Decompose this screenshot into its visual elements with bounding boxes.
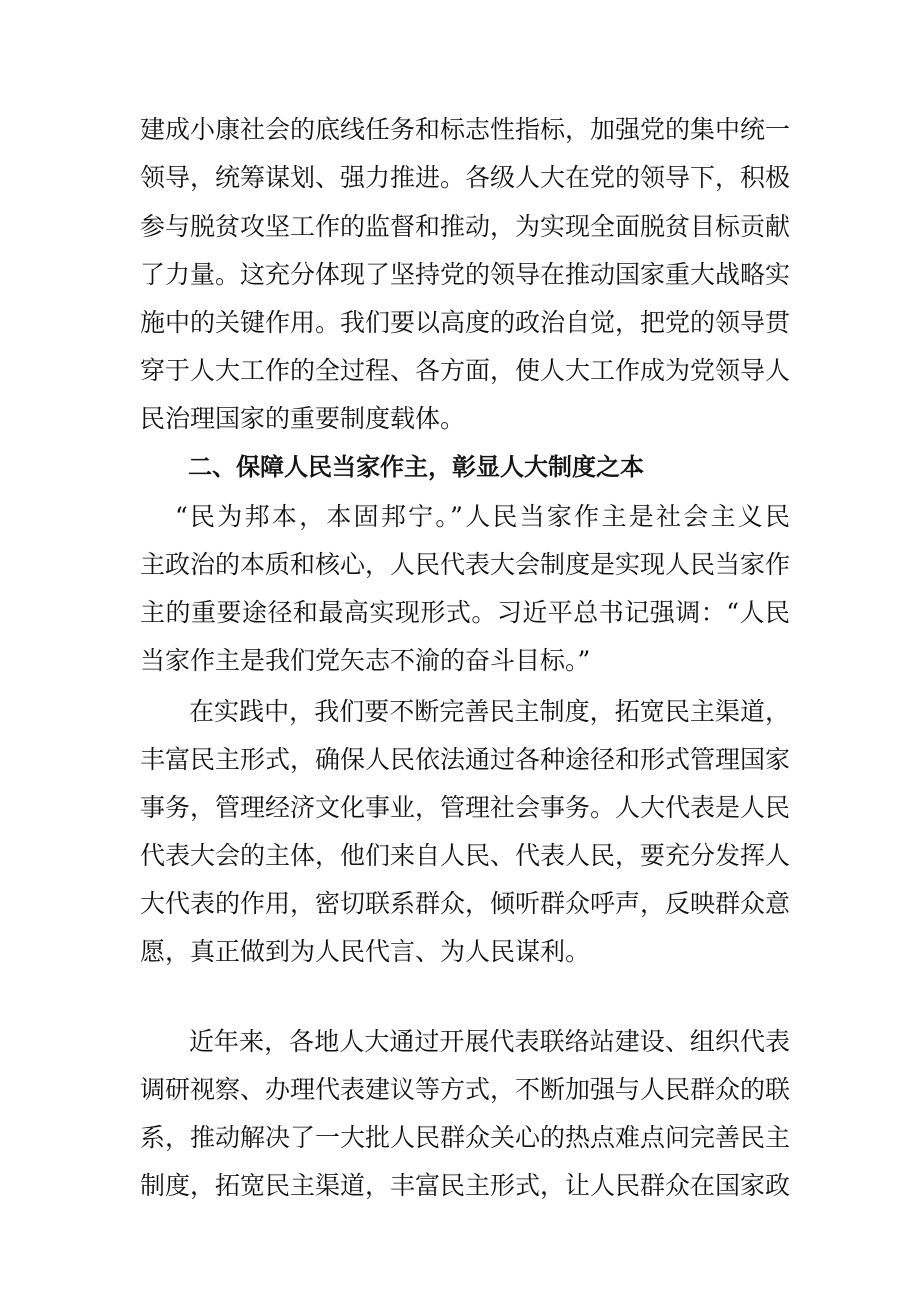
paragraph-line: 施中的关键作用。我们要以高度的政治自觉，把党的领导贯 [140, 308, 791, 337]
paragraph-line: 调研视察、办理代表建议等方式，不断加强与人民群众的联 [140, 1075, 791, 1104]
paragraph-line: 领导，统筹谋划、强力推进。各级人大在党的领导下，积极 [140, 163, 791, 192]
paragraph-line: 了力量。这充分体现了坚持党的领导在推动国家重大战略实 [140, 260, 791, 289]
paragraph-line: 穿于人大工作的全过程、各方面，使人大工作成为党领导人 [140, 356, 791, 385]
paragraph-line: “民为邦本，本固邦宁。”人民当家作主是社会主义民 [175, 502, 790, 531]
paragraph-line: 制度，拓宽民主渠道，丰富民主形式，让人民群众在国家政 [140, 1171, 791, 1200]
paragraph-line: 近年来，各地人大通过开展代表联络站建设、组织代表 [189, 1027, 790, 1056]
paragraph-line: 参与脱贫攻坚工作的监督和推动，为实现全面脱贫目标贡献 [140, 212, 791, 241]
paragraph-line: 建成小康社会的底线任务和标志性指标，加强党的集中统一 [140, 115, 791, 144]
paragraph-line: 主的重要途径和最高实现形式。习近平总书记强调：“人民 [140, 598, 790, 627]
paragraph-line: 大代表的作用，密切联系群众，倾听群众呼声，反映群众意 [140, 889, 791, 918]
section-heading: 二、保障人民当家作主，彰显人大制度之本 [188, 453, 644, 481]
paragraph-line: 主政治的本质和核心，人民代表大会制度是实现人民当家作 [140, 550, 791, 579]
paragraph-line: 在实践中，我们要不断完善民主制度，拓宽民主渠道， [189, 697, 790, 726]
paragraph-line: 民治理国家的重要制度载体。 [140, 404, 466, 433]
paragraph-line: 当家作主是我们党矢志不渝的奋斗目标。” [140, 646, 591, 675]
paragraph-line: 愿，真正做到为人民代言、为人民谋利。 [140, 937, 591, 966]
paragraph-line: 系，推动解决了一大批人民群众关心的热点难点问完善民主 [140, 1123, 791, 1152]
paragraph-line: 丰富民主形式，确保人民依法通过各种途径和形式管理国家 [140, 745, 791, 774]
paragraph-line: 代表大会的主体，他们来自人民、代表人民，要充分发挥人 [140, 841, 791, 870]
paragraph-line: 事务，管理经济文化事业，管理社会事务。人大代表是人民 [140, 793, 791, 822]
